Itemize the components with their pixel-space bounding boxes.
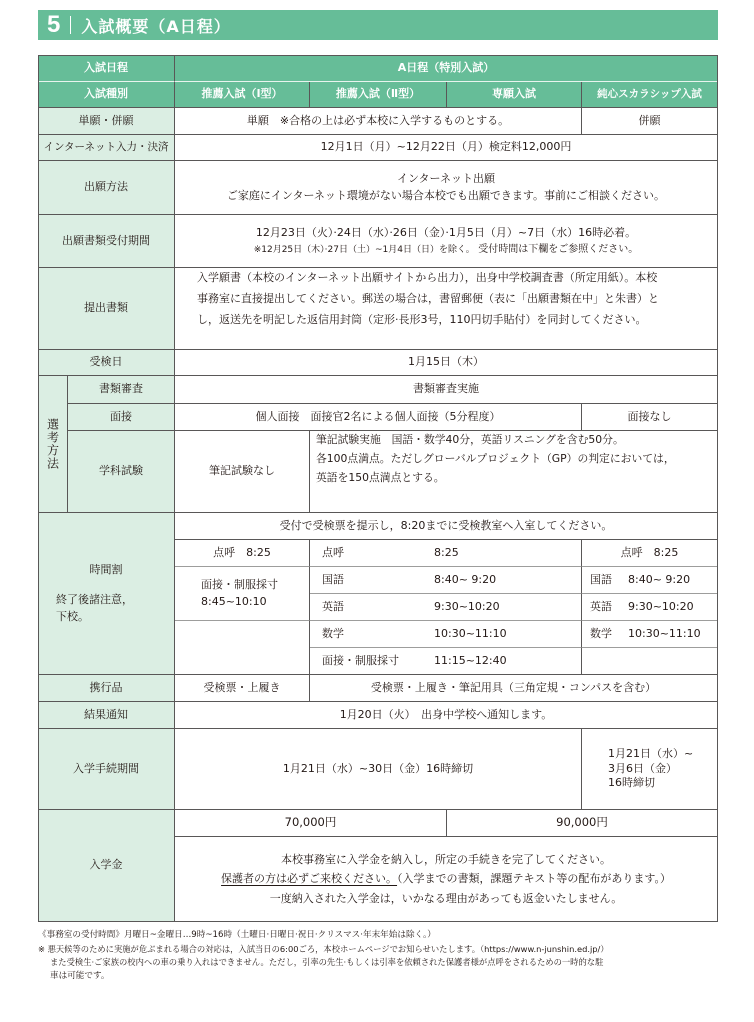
documents-line2: 事務室に直接提出してください。郵送の場合は，書留郵便（表に「出願書類在中」と朱書）と <box>197 291 659 305</box>
col-a-interview-label: 面接・制服採寸 <box>201 578 278 591</box>
result-value: 1月20日（火） 出身中学校へ通知します。 <box>175 702 718 729</box>
col-a-interview <box>175 567 310 621</box>
label-types: 入試種別 <box>38 82 175 108</box>
doc-review-value: 書類審査実施 <box>175 376 718 404</box>
fee-line2 <box>221 869 671 888</box>
fee-line3: 一度納入された入学金は，いかなる理由があっても返金いたしません。 <box>269 891 623 905</box>
label-result: 結果通知 <box>38 702 175 729</box>
reception-line2 <box>254 241 639 258</box>
timetable-note-line1: 終了後諸注意， <box>56 593 133 607</box>
type-recommend-2: 推薦入試（Ⅱ型） <box>310 82 447 108</box>
col-a-empty <box>175 621 310 675</box>
label-interview: 面接 <box>68 404 175 431</box>
label-doc-review: 書類審査 <box>68 376 175 404</box>
reception-line2-text: 受付時間は下欄をご参照ください。 <box>478 244 639 255</box>
no-written-exam: 筆記試験なし <box>175 431 310 513</box>
subject: 点呼 <box>322 545 344 559</box>
timetable-intro: 受付で受検票を提示し，8:20までに受検教室へ入室してください。 <box>175 513 718 540</box>
written-exam-line1: 筆記試験実施 国語・数学40分，英語リスニングを含む50分。 <box>316 433 624 446</box>
internet-period: 12月1日（月）~12月22日（月）検定料12,000円 <box>175 135 718 161</box>
procedure-b-line3: 16時締切 <box>608 776 655 790</box>
time: 11:15~12:40 <box>434 653 507 667</box>
belongings-a: 受検票・上履き <box>175 675 310 702</box>
method-line1: インターネット出願 <box>396 172 495 185</box>
col-a-roll: 点呼 8:25 <box>175 540 310 567</box>
method-cell <box>175 161 718 215</box>
single-application: 単願 ※合格の上は必ず本校に入学するものとする。 <box>175 108 582 135</box>
section-title: 入試概要（A日程） <box>81 16 231 36</box>
interview-value: 個人面接 面接官2名による個人面接（5分程度） <box>175 404 582 431</box>
no-interview: 面接なし <box>582 404 718 431</box>
fee-line1: 本校事務室に入学金を納入し，所定の手続きを完了してください。 <box>281 853 611 867</box>
time: 8:25 <box>434 545 459 559</box>
header-divider <box>70 16 71 34</box>
col-b-row <box>310 621 582 648</box>
label-internet: インターネット入力・決済 <box>38 135 175 161</box>
subject: 国語 <box>590 572 612 586</box>
time: 10:30~11:10 <box>628 626 701 640</box>
label-schedule: 入試日程 <box>38 55 175 82</box>
documents-line3: し，返送先を明記した返信用封筒（定形·長形3号，110円切手貼付）を同封してください。 <box>197 312 647 326</box>
label-documents: 提出書類 <box>38 268 175 350</box>
belongings-b: 受検票・上履き・筆記用具（三角定規・コンパスを含む） <box>310 675 718 702</box>
col-b-row <box>310 594 582 621</box>
weather-note-line1: ※ 悪天候等のために実施が危ぶまれる場合の対応は，入試当日の6:00ごろ，本校ホームページでお知らせいたします。（https://www.n-junshin.ed.jp/） <box>38 943 609 954</box>
fee-details <box>175 837 718 922</box>
procedure-a: 1月21日（水）~30日（金）16時締切 <box>175 729 582 810</box>
time: 9:30~10:20 <box>628 599 694 613</box>
subject: 国語 <box>322 572 344 586</box>
type-recommend-1: 推薦入試（Ⅰ型） <box>175 82 310 108</box>
procedure-b-line2: 3月6日（金） <box>608 761 677 775</box>
time: 8:40~ 9:20 <box>628 572 691 586</box>
procedure-b <box>582 729 718 810</box>
col-c-row <box>582 594 718 621</box>
label-reception: 出願書類受付期間 <box>38 215 175 268</box>
section-number: 5 <box>47 11 61 38</box>
col-c-roll: 点呼 8:25 <box>582 540 718 567</box>
weather-note-line3: 車は可能です。 <box>50 970 110 981</box>
written-exam-cell <box>310 431 718 513</box>
fee-b: 90,000円 <box>447 810 718 837</box>
label-admission-fee: 入学金 <box>38 810 175 922</box>
documents-cell <box>175 268 718 350</box>
written-exam-line3: 英語を150点満点とする。 <box>316 470 445 484</box>
office-hours-note: 《事務室の受付時間》月曜日~金曜日…9時~16時（土曜日·日曜日·祝日·クリスマス·年末年始は除く。） <box>38 930 436 940</box>
subject: 数学 <box>322 626 344 640</box>
exam-date: 1月15日（木） <box>175 350 718 376</box>
dual-application: 併願 <box>582 108 718 135</box>
col-c-empty <box>582 648 718 675</box>
label-academic: 学科試験 <box>68 431 175 513</box>
reception-cell <box>175 215 718 268</box>
col-a-interview-time: 8:45~10:10 <box>201 594 267 608</box>
selection-label-text: 選考方法 <box>45 418 60 470</box>
col-c-row <box>582 621 718 648</box>
col-c-row <box>582 567 718 594</box>
documents-line1: 入学願書（本校のインターネット出願サイトから出力），出身中学校調査書（所定用紙）。本校 <box>197 271 658 284</box>
label-method: 出願方法 <box>38 161 175 215</box>
written-exam-line2: 各100点満点。ただしグローバルプロジェクト（GP）の判定においては， <box>316 451 675 465</box>
label-belongings: 携行品 <box>38 675 175 702</box>
label-single-dual: 単願・併願 <box>38 108 175 135</box>
col-b-row <box>310 540 582 567</box>
subject: 英語 <box>590 599 612 613</box>
method-line2: ご家庭にインターネット環境がない場合本校でも出願できます。事前にご相談ください。 <box>226 188 666 202</box>
col-b-row <box>310 648 582 675</box>
section-header <box>38 10 718 40</box>
col-b-row <box>310 567 582 594</box>
exam-overview-table <box>38 55 718 922</box>
type-scholarship: 純心スカラシップ入試 <box>582 82 718 108</box>
reception-note: ※12月25日（木）·27日（土）~1月4日（日）を除く。 <box>253 245 475 255</box>
label-exam-date: 受検日 <box>38 350 175 376</box>
fee-a: 70,000円 <box>175 810 447 837</box>
fee-line2-underlined: 保護者の方は必ずご来校ください。 <box>221 872 398 886</box>
label-procedure: 入学手続期間 <box>38 729 175 810</box>
procedure-b-line1: 1月21日（水）~ <box>608 746 694 760</box>
time: 10:30~11:10 <box>434 626 507 640</box>
footer-notes <box>38 929 738 983</box>
label-selection <box>38 376 68 513</box>
schedule-value: A日程（特別入試） <box>175 55 718 82</box>
subject: 面接・制服採寸 <box>322 653 399 667</box>
timetable-note-line2: 下校。 <box>56 609 89 623</box>
subject: 数学 <box>590 626 612 640</box>
weather-note-line2: また受検生·ご家族の校内への車の乗り入れはできません。ただし，引率の先生·もしくは引率を依頼された保護者様が点呼をされるための一時的な駐 <box>50 957 604 967</box>
reception-line1: 12月23日（火）·24日（水）·26日（金）·1月5日（月）~7日（水）16時必着。 <box>255 225 637 239</box>
timetable-note <box>56 592 156 625</box>
time: 8:40~ 9:20 <box>434 572 497 586</box>
subject: 英語 <box>322 599 344 613</box>
fee-line2-rest: （入学までの書類，課題テキスト等の配布があります。） <box>397 872 671 886</box>
label-timetable <box>38 513 175 675</box>
type-exclusive: 専願入試 <box>447 82 582 108</box>
time: 9:30~10:20 <box>434 599 500 613</box>
timetable-label: 時間割 <box>89 562 123 576</box>
